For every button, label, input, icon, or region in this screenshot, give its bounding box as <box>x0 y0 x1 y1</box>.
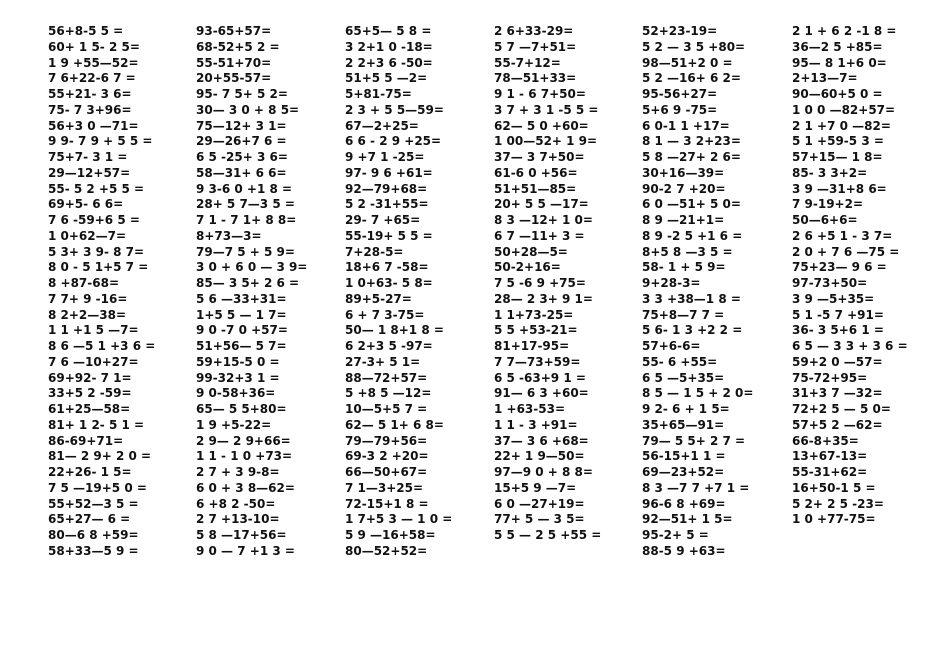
arithmetic-problem: 6 6 - 2 9 +25= <box>345 134 442 149</box>
arithmetic-problem: 69+92- 7 1= <box>48 370 132 385</box>
arithmetic-problem: 9 9- 7 9 + 5 5 = <box>48 134 153 149</box>
arithmetic-problem: 88-5 9 +63= <box>642 543 726 558</box>
arithmetic-problem: 9 2- 6 + 1 5= <box>642 402 730 416</box>
arithmetic-problem: 1 00—52+ 1 9= <box>494 134 598 149</box>
arithmetic-problem: 77+ 5 — 3 5= <box>494 512 585 527</box>
arithmetic-problem: 5 2 — 3 5 +80= <box>642 39 746 54</box>
arithmetic-problem: 2 2+3 6 -50= <box>345 55 433 70</box>
arithmetic-problem: 6 2+3 5 -97= <box>345 339 433 353</box>
arithmetic-problem: 5 +8 5 —12= <box>345 386 432 401</box>
arithmetic-problem: 75+23— 9 6 = <box>792 260 887 275</box>
arithmetic-problem: 6 0 —27+19= <box>494 496 585 511</box>
arithmetic-problem: 51+51—85= <box>494 181 577 196</box>
arithmetic-problem: 1 9 +5-22= <box>196 417 272 432</box>
arithmetic-problem: 9 0-58+36= <box>196 386 276 401</box>
arithmetic-problem: 15+5 9 —7= <box>494 480 577 495</box>
arithmetic-problem: 31+3 7 —32= <box>792 386 883 401</box>
arithmetic-problem: 7 7—73+59= <box>494 354 581 369</box>
arithmetic-problem: 9 0 -7 0 +57= <box>196 323 288 338</box>
arithmetic-problem: 8 9 -2 5 +1 6 = <box>642 228 743 243</box>
arithmetic-problem: 91— 6 3 +60= <box>494 386 589 401</box>
arithmetic-problem: 62— 5 1+ 6 8= <box>345 417 444 432</box>
arithmetic-problem: 57+15— 1 8= <box>792 150 883 164</box>
arithmetic-problem: 9 0 — 7 +1 3 = <box>196 543 295 558</box>
arithmetic-problem: 5 2 —16+ 6 2= <box>642 71 741 86</box>
arithmetic-problem: 1 1 +1 5 —7= <box>48 323 139 338</box>
arithmetic-problem: 66—50+67= <box>345 465 428 479</box>
arithmetic-problem: 5 2 -31+55= <box>345 197 429 212</box>
arithmetic-problem: 1 7+5 3 — 1 0 = <box>345 512 453 527</box>
arithmetic-problem: 5 1 +59-5 3 = <box>792 134 884 149</box>
arithmetic-problem: 69-3 2 +20= <box>345 449 429 464</box>
arithmetic-problem: 8 0 - 5 1+5 7 = <box>48 260 149 275</box>
arithmetic-problem: 1 0 +77-75= <box>792 512 876 527</box>
arithmetic-problem: 8 3 —7 7 +7 1 = <box>642 480 750 495</box>
arithmetic-problem: 55-51+70= <box>196 55 272 70</box>
arithmetic-problem: 95- 7 5+ 5 2= <box>196 87 288 101</box>
arithmetic-problem: 10—5+5 7 = <box>345 402 428 416</box>
problem-column-2 <box>196 24 338 560</box>
arithmetic-problem: 2 6 +5 1 - 3 7= <box>792 228 893 243</box>
arithmetic-problem: 92—79+68= <box>345 181 428 196</box>
arithmetic-problem: 61-6 0 +56= <box>494 165 578 180</box>
arithmetic-problem: 56-15+1 1 = <box>642 449 726 464</box>
arithmetic-problem: 79—79+56= <box>345 433 428 448</box>
arithmetic-problem: 55- 5 2 +5 5 = <box>48 181 145 196</box>
arithmetic-problem: 7+28-5= <box>345 244 404 259</box>
arithmetic-problem: 55-31+62= <box>792 465 868 479</box>
arithmetic-problem: 50-2+16= <box>494 260 561 275</box>
arithmetic-problem: 96-6 8 +69= <box>642 496 726 511</box>
arithmetic-problem: 57+5 2 —62= <box>792 417 883 432</box>
arithmetic-problem: 98—51+2 0 = <box>642 55 733 70</box>
arithmetic-problem: 5 7 —7+51= <box>494 39 577 54</box>
arithmetic-problem: 2 1 +7 0 —82= <box>792 118 891 133</box>
arithmetic-problem: 5 5 +53-21= <box>494 323 578 338</box>
arithmetic-problem: 58+33—5 9 = <box>48 543 139 558</box>
arithmetic-problem: 28— 2 3+ 9 1= <box>494 291 593 306</box>
arithmetic-problem: 20+55-57= <box>196 71 272 86</box>
arithmetic-problem: 50—6+6= <box>792 213 858 227</box>
arithmetic-problem: 55+52—3 5 = <box>48 496 139 511</box>
arithmetic-problem: 85— 3 5+ 2 6 = <box>196 276 300 290</box>
arithmetic-problem: 3 0 + 6 0 — 3 9= <box>196 260 308 275</box>
arithmetic-problem: 8+5 8 —3 5 = <box>642 244 733 259</box>
arithmetic-problem: 6 5 —5+35= <box>642 370 725 385</box>
arithmetic-problem: 8 9 —21+1= <box>642 213 725 227</box>
arithmetic-problem: 3 9 —31+8 6= <box>792 181 887 196</box>
arithmetic-problem: 2+13—7= <box>792 71 858 86</box>
arithmetic-problem: 1 1 - 1 0 +73= <box>196 449 293 464</box>
arithmetic-problem: 30— 3 0 + 8 5= <box>196 102 300 117</box>
arithmetic-problem: 86-69+71= <box>48 433 124 448</box>
arithmetic-problem: 85- 3 3+2= <box>792 165 868 180</box>
arithmetic-problem: 93-65+57= <box>196 24 272 38</box>
arithmetic-problem: 60+ 1 5- 2 5= <box>48 39 140 54</box>
arithmetic-problem: 3 9 —5+35= <box>792 291 875 306</box>
arithmetic-problem: 1+5 5 — 1 7= <box>196 307 287 322</box>
arithmetic-problem: 7 5 -6 9 +75= <box>494 276 586 290</box>
arithmetic-problem: 92—51+ 1 5= <box>642 512 733 527</box>
arithmetic-problem: 35+65—91= <box>642 417 725 432</box>
arithmetic-problem: 97- 9 6 +61= <box>345 165 433 180</box>
arithmetic-problem: 90-2 7 +20= <box>642 181 726 196</box>
problem-column-5 <box>642 24 784 560</box>
arithmetic-problem: 5 2+ 2 5 -23= <box>792 496 884 511</box>
arithmetic-problem: 59+2 0 —57= <box>792 354 883 369</box>
arithmetic-problem: 7 9-19+2= <box>792 197 864 212</box>
arithmetic-problem: 1 9 +55—52= <box>48 55 139 70</box>
arithmetic-problem: 8 2+2—38= <box>48 307 127 322</box>
arithmetic-problem: 1 +63-53= <box>494 402 566 416</box>
arithmetic-problem: 7 5 —19+5 0 = <box>48 480 147 495</box>
arithmetic-problem: 56+8-5 5 = <box>48 24 124 38</box>
arithmetic-problem: 37— 3 6 +68= <box>494 433 589 448</box>
arithmetic-problem: 65— 5 5+80= <box>196 402 287 416</box>
arithmetic-problem: 36—2 5 +85= <box>792 39 883 54</box>
arithmetic-problem: 59+15-5 0 = <box>196 354 280 369</box>
arithmetic-problem: 7 1 - 7 1+ 8 8= <box>196 213 297 227</box>
arithmetic-problem: 27-3+ 5 1= <box>345 354 421 369</box>
arithmetic-problem: 9 3-6 0 +1 8 = <box>196 181 293 196</box>
arithmetic-problem: 5 8 —27+ 2 6= <box>642 150 741 164</box>
problem-column-1 <box>48 24 190 560</box>
arithmetic-problem: 3 7 + 3 1 -5 5 = <box>494 102 599 117</box>
arithmetic-problem: 29—26+7 6 = <box>196 134 287 149</box>
arithmetic-problem: 7 6+22-6 7 = <box>48 71 136 86</box>
arithmetic-problem: 56+3 0 —71= <box>48 118 139 133</box>
arithmetic-problem: 50— 1 8+1 8 = <box>345 323 444 338</box>
arithmetic-problem: 81— 2 9+ 2 0 = <box>48 449 152 464</box>
arithmetic-problem: 79— 5 5+ 2 7 = <box>642 433 746 448</box>
arithmetic-problem: 1 0+63- 5 8= <box>345 276 433 290</box>
arithmetic-problem: 22+ 1 9—50= <box>494 449 585 464</box>
arithmetic-problem: 3 2+1 0 -18= <box>345 39 433 54</box>
arithmetic-problem: 81+17-95= <box>494 339 570 353</box>
arithmetic-problem: 8 1 — 3 2+23= <box>642 134 741 149</box>
arithmetic-problem: 9 +7 1 -25= <box>345 150 425 164</box>
arithmetic-problem: 33+5 2 -59= <box>48 386 132 401</box>
arithmetic-problem: 7 6 —10+27= <box>48 354 139 369</box>
arithmetic-problem: 6 7 —11+ 3 = <box>494 228 585 243</box>
arithmetic-problem: 55-19+ 5 5 = <box>345 228 433 243</box>
arithmetic-problem: 2 3 + 5 5—59= <box>345 102 444 117</box>
arithmetic-problem: 36- 3 5+6 1 = <box>792 323 884 338</box>
arithmetic-problem: 58- 1 + 5 9= <box>642 260 726 275</box>
arithmetic-problem: 68-52+5 2 = <box>196 39 280 54</box>
arithmetic-problem: 2 1 + 6 2 -1 8 = <box>792 24 897 38</box>
arithmetic-problem: 95— 8 1+6 0= <box>792 55 887 70</box>
arithmetic-problem: 5 9 —16+58= <box>345 528 436 542</box>
arithmetic-problem: 66-8+35= <box>792 433 859 448</box>
arithmetic-problem: 75- 7 3+96= <box>48 102 132 117</box>
arithmetic-problem: 52+23-19= <box>642 24 718 38</box>
arithmetic-problem: 8 +87-68= <box>48 276 120 290</box>
arithmetic-problem: 22+26- 1 5= <box>48 465 132 479</box>
arithmetic-problem: 8 3 —12+ 1 0= <box>494 213 593 227</box>
problem-column-3 <box>345 24 487 560</box>
arithmetic-problem: 69—23+52= <box>642 465 725 479</box>
arithmetic-problem: 51+5 5 —2= <box>345 71 428 86</box>
arithmetic-problem: 65+27— 6 = <box>48 512 131 527</box>
arithmetic-problem: 72-15+1 8 = <box>345 496 429 511</box>
arithmetic-problem: 99-32+3 1 = <box>196 370 280 385</box>
arithmetic-problem: 29- 7 +65= <box>345 213 421 227</box>
arithmetic-problem: 2 9— 2 9+66= <box>196 433 291 448</box>
arithmetic-problem: 75—12+ 3 1= <box>196 118 287 133</box>
arithmetic-problem: 29—12+57= <box>48 165 131 180</box>
problem-column-6 <box>792 24 934 528</box>
arithmetic-problem: 9 1 - 6 7+50= <box>494 87 586 101</box>
arithmetic-problem: 2 0 + 7 6 —75 = <box>792 244 900 259</box>
arithmetic-problem: 20+ 5 5 —17= <box>494 197 589 212</box>
arithmetic-problem: 65+5— 5 8 = <box>345 24 432 38</box>
arithmetic-problem: 69+5- 6 6= <box>48 197 124 212</box>
arithmetic-problem: 5+81-75= <box>345 87 412 101</box>
arithmetic-problem: 6 +8 2 -50= <box>196 496 276 511</box>
arithmetic-problem: 5 8 —17+56= <box>196 528 287 542</box>
arithmetic-problem: 80—52+52= <box>345 543 428 558</box>
arithmetic-problem: 1 1+73-25= <box>494 307 574 322</box>
arithmetic-problem: 8 5 — 1 5 + 2 0= <box>642 386 754 401</box>
arithmetic-problem: 5 6 —33+31= <box>196 291 287 306</box>
arithmetic-problem: 97—9 0 + 8 8= <box>494 465 593 479</box>
arithmetic-problem: 61+25—58= <box>48 402 131 416</box>
arithmetic-problem: 9+28-3= <box>642 276 701 290</box>
arithmetic-problem: 7 1—3+25= <box>345 480 424 495</box>
arithmetic-problem: 72+2 5 — 5 0= <box>792 402 891 416</box>
arithmetic-problem: 95-56+27= <box>642 87 718 101</box>
arithmetic-problem: 75+7- 3 1 = <box>48 150 128 164</box>
arithmetic-problem: 51+56— 5 7= <box>196 339 287 353</box>
arithmetic-problem: 1 1 - 3 +91= <box>494 417 578 432</box>
arithmetic-problem: 8 6 —5 1 +3 6 = <box>48 339 156 353</box>
arithmetic-problem: 13+67-13= <box>792 449 868 464</box>
arithmetic-problem: 90—60+5 0 = <box>792 87 883 101</box>
arithmetic-problem: 5 6- 1 3 +2 2 = <box>642 323 743 338</box>
arithmetic-problem: 57+6-6= <box>642 339 701 353</box>
problem-column-4 <box>494 24 636 544</box>
arithmetic-problem: 3 3 +38—1 8 = <box>642 291 741 306</box>
arithmetic-problem: 97-73+50= <box>792 276 868 290</box>
arithmetic-problem: 1 0+62—7= <box>48 228 127 243</box>
arithmetic-problem: 2 7 +13-10= <box>196 512 280 527</box>
arithmetic-problem: 5 1 -5 7 +91= <box>792 307 884 322</box>
arithmetic-problem: 58—31+ 6 6= <box>196 165 287 180</box>
arithmetic-problem: 18+6 7 -58= <box>345 260 429 275</box>
arithmetic-problem: 75-72+95= <box>792 370 868 385</box>
arithmetic-problem: 6 0 —51+ 5 0= <box>642 197 741 212</box>
arithmetic-problem: 5 3+ 3 9- 8 7= <box>48 244 145 259</box>
arithmetic-problem: 5+6 9 -75= <box>642 102 718 117</box>
arithmetic-problem: 6 5 -63+9 1 = <box>494 370 586 385</box>
arithmetic-problem: 16+50-1 5 = <box>792 480 876 495</box>
arithmetic-problem: 55- 6 +55= <box>642 354 718 369</box>
arithmetic-problem: 6 5 — 3 3 + 3 6 = <box>792 339 908 353</box>
arithmetic-problem: 30+16—39= <box>642 165 725 180</box>
arithmetic-problem: 79—7 5 + 5 9= <box>196 244 295 259</box>
arithmetic-problem: 8+73—3= <box>196 228 262 243</box>
arithmetic-problem: 6 5 -25+ 3 6= <box>196 150 288 164</box>
arithmetic-problem: 62— 5 0 +60= <box>494 118 589 133</box>
arithmetic-problem: 6 0 + 3 8—62= <box>196 480 295 495</box>
arithmetic-problem: 81+ 1 2- 5 1 = <box>48 417 145 432</box>
arithmetic-problem: 55-7+12= <box>494 55 561 70</box>
arithmetic-problem: 37— 3 7+50= <box>494 150 585 164</box>
arithmetic-problem: 7 7+ 9 -16= <box>48 291 128 306</box>
arithmetic-problem: 95-2+ 5 = <box>642 528 709 542</box>
arithmetic-problem: 6 0-1 1 +17= <box>642 118 730 133</box>
arithmetic-problem: 67—2+25= <box>345 118 419 133</box>
arithmetic-problem: 2 7 + 3 9-8= <box>196 465 280 479</box>
arithmetic-problem: 50+28—5= <box>494 244 568 259</box>
arithmetic-problem: 89+5-27= <box>345 291 412 306</box>
arithmetic-problem: 1 0 0 —82+57= <box>792 102 896 117</box>
arithmetic-problem: 55+21- 3 6= <box>48 87 132 101</box>
arithmetic-problem: 75+8—7 7 = <box>642 307 725 322</box>
arithmetic-problem: 7 6 -59+6 5 = <box>48 213 140 227</box>
arithmetic-problem: 78—51+33= <box>494 71 577 86</box>
arithmetic-problem: 80—6 8 +59= <box>48 528 139 542</box>
arithmetic-problem: 28+ 5 7—3 5 = <box>196 197 295 212</box>
arithmetic-problem: 6 + 7 3-75= <box>345 307 425 322</box>
arithmetic-problem: 2 6+33-29= <box>494 24 574 38</box>
arithmetic-problem: 5 5 — 2 5 +55 = <box>494 528 602 542</box>
arithmetic-problem: 88—72+57= <box>345 370 428 385</box>
